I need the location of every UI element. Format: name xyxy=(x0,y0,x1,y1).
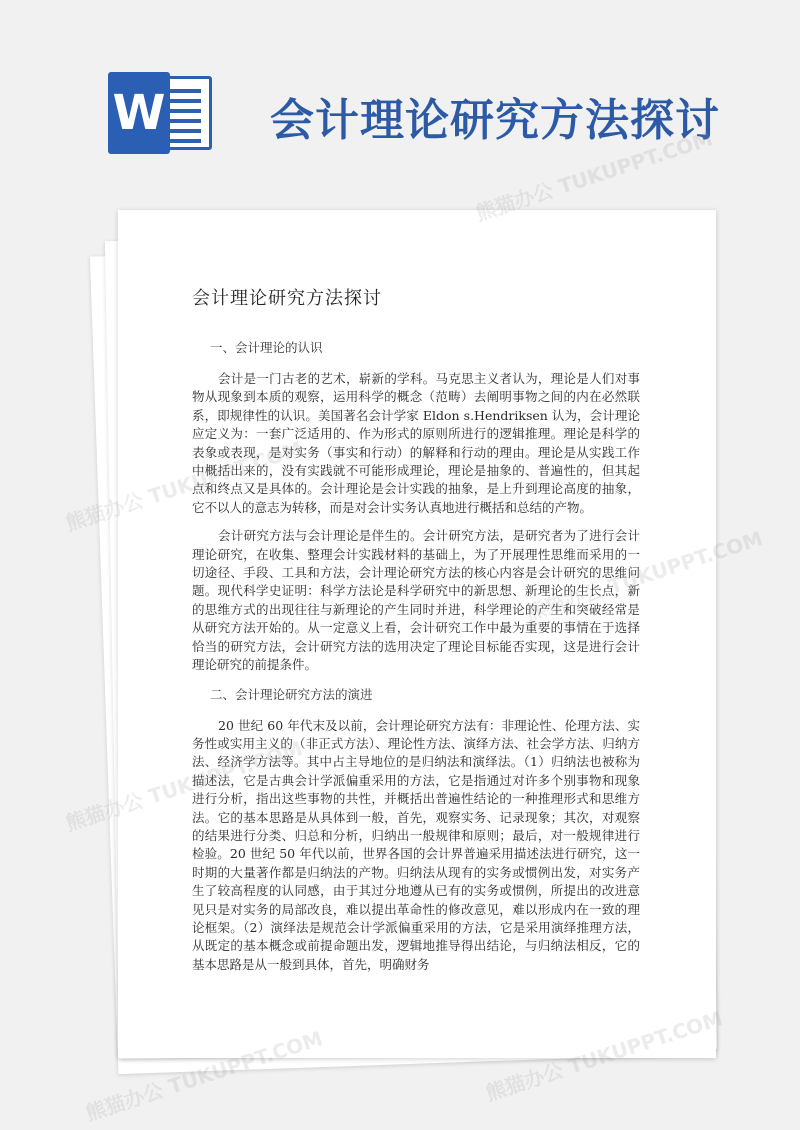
paragraph: 会计研究方法与会计理论是伴生的。会计研究方法，是研究者为了进行会计理论研究，在收集、整理会计实践材料的基础上，为了开展理性思维而采用的一切途径、手段、工具和方法，会计理论研究方法的核心内容是会计研究的思维问题。现代科学史证明：科学方法论是科学研究中的新思想、新理论的生长点，新的思维方式的出现往往与新理论的产生同时并进，科学理论的产生和突破经常是从研究方法开始的。从一定意义上看，会计研究工作中最为重要的事情在于选择恰当的研究方法，会计研究方法的选用决定了理论目标能否实现，这是进行会计理论研究的前提条件。 xyxy=(192,528,640,673)
watermark: 熊猫办公 TUKUPPT.COM xyxy=(472,126,716,226)
watermark: 熊猫办公 TUKUPPT.COM xyxy=(82,1026,326,1126)
document-page xyxy=(118,210,716,1058)
word-icon xyxy=(108,72,216,154)
section-heading: 一、会计理论的认识 xyxy=(210,340,323,355)
paragraph: 会计是一门古老的艺术，崭新的学科。马克思主义者认为，理论是人们对事物从现象到本质的观察，运用科学的概念（范畴）去阐明事物之间的内在必然联系，即规律性的认识。美国著名会计学家 Eldon s.Hendriksen 认为，会计理论应定义为：一套广泛适用的、作为形式的原则所进行的逻辑推理。理论是科学的表象或表现，是对实务（事实和行动）的解释和行动的理由。理论是从实践工作中概括出来的，没有实践就不可能形成理论，理论是抽象的、普遍性的，但其起点和终点又是具体的。会计理论是会计实践的抽象，是上升到理论高度的抽象，它不以人的意志为转移，而是对会计实务认真地进行概括和总结的产物。 xyxy=(192,371,640,515)
word-letter: W xyxy=(108,72,170,154)
watermark: 熊猫办公 xyxy=(482,1058,567,1106)
header-banner xyxy=(0,0,800,200)
document-title: 会计理论研究方法探讨 xyxy=(192,288,382,309)
section-heading: 二、会计理论研究方法的演进 xyxy=(210,686,373,702)
watermark: 熊猫办公 xyxy=(62,788,147,836)
paragraph: 20 世纪 60 年代末及以前，会计理论研究方法有：非理论性、伦理方法、实务性或实用主义的（非正式方法）、理论性方法、演绎方法、社会学方法、归纳方法、经济学方法等。其中占主导地位的是归纳法和演绎法。（1）归纳法也被称为描述法，它是古典会计学派偏重采用的方法，它是指通过对许多个别事物和现象进行分析，指出这些事物的共性，并概括出普遍性结论的一种推理形式和思维方法。它的基本思路是从具体到一般，首先，观察实务、记录现象；其次，对观察的结果进行分类、归总和分析，归纳出一般规律和原则；最后，对一般规律进行检验。20 世纪 50 年代以前，世界各国的会计界普遍采用描述法进行研究，这一时期的大量著作都是归纳法的产物。归纳法从现有的实务或惯例出发，对实务产生了较高程度的认同感，由于其过分地遵从已有的实务或惯例，所提出的改进意见只是对实务的局部改良，难以提出革命性的修改意见，难以形成内在一致的理论框架。（2）演绎法是规范会计学派偏重采用的方法，它是采用演绎推理方法，从既定的基本概念或前提命题出发，逻辑地推导得出结论，与归纳法相反，它的基本思路是从一般到具体，首先，明确财务 xyxy=(192,717,640,972)
banner-title: 会计理论研究方法探讨 xyxy=(270,95,720,146)
